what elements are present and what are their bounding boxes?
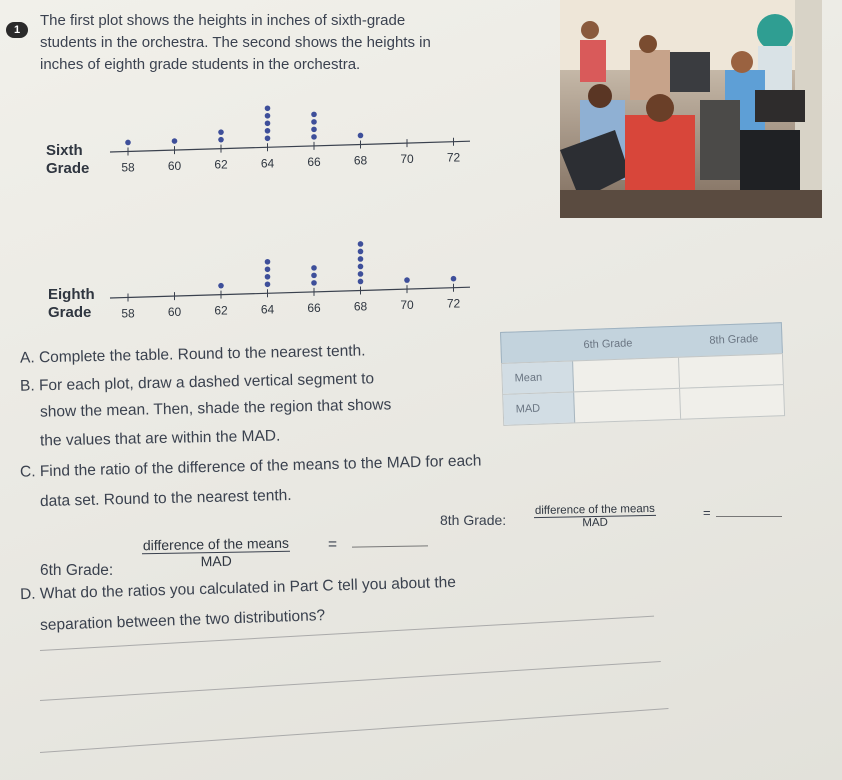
data-dot <box>218 129 224 135</box>
data-dot <box>265 120 271 126</box>
problem-number-badge: 1 <box>6 22 28 38</box>
tick-label: 68 <box>353 153 368 168</box>
tick-label: 58 <box>121 160 135 175</box>
answer-line[interactable] <box>40 708 669 753</box>
data-dot <box>311 127 317 133</box>
part-b-line: show the mean. Then, shade the region that shows <box>39 396 392 421</box>
data-dot <box>125 140 131 146</box>
data-dot <box>311 273 317 279</box>
table-row-label: Mean <box>514 371 543 385</box>
data-dot <box>404 277 410 283</box>
data-dot <box>265 105 271 111</box>
plot-label-line: Grade <box>46 160 90 177</box>
sixth-grade-label <box>46 142 89 178</box>
data-dot <box>218 283 224 289</box>
table-col-8th: 8th Grade <box>709 332 759 347</box>
answer-line[interactable] <box>40 661 661 701</box>
tick-label: 66 <box>307 154 321 169</box>
data-dot <box>358 264 364 270</box>
table-row-label: MAD <box>515 402 541 416</box>
tick-label: 64 <box>260 156 275 171</box>
data-dot <box>265 113 271 119</box>
eighth-grade-label <box>48 286 95 322</box>
data-dot <box>311 119 317 125</box>
tick-label: 70 <box>400 152 414 167</box>
data-dot <box>311 134 317 140</box>
data-dot <box>311 280 317 286</box>
data-dot <box>311 112 317 118</box>
equals-sign: = <box>703 505 711 520</box>
data-dot <box>358 249 364 255</box>
sixth-grade-ratio-answer[interactable] <box>352 545 428 547</box>
intro-line: students in the orchestra. The second shows the heights in <box>40 34 431 51</box>
tick-label: 60 <box>167 159 182 174</box>
data-dot <box>358 133 364 139</box>
part-b-line: the values that are within the MAD. <box>39 427 281 450</box>
tick-label: 70 <box>400 298 414 313</box>
table-col-6th: 6th Grade <box>583 337 633 352</box>
mean-mad-table <box>500 322 783 424</box>
plot-label-line: Grade <box>48 304 92 321</box>
data-dot <box>358 241 364 247</box>
fraction-numerator: difference of the means <box>142 534 290 554</box>
fraction-numerator: difference of the means <box>534 502 655 518</box>
tick-label: 66 <box>307 300 321 315</box>
fraction-denominator: MAD <box>200 552 232 570</box>
data-dot <box>265 128 271 134</box>
data-dot <box>358 271 364 277</box>
mad-6th-cell[interactable] <box>575 389 681 423</box>
tick-label: 60 <box>167 305 182 320</box>
plot-label-line: Sixth <box>46 142 83 159</box>
orchestra-photo <box>560 0 822 218</box>
tick-label: 62 <box>214 157 228 172</box>
part-d-line: D. What do the ratios you calculated in Part C tell you about the <box>19 573 457 604</box>
tick-label: 68 <box>353 299 368 314</box>
eighth-grade-ratio-fraction <box>534 503 656 530</box>
tick-label: 64 <box>260 302 275 317</box>
fraction-denominator: MAD <box>582 516 608 530</box>
data-dot <box>172 138 178 144</box>
part-b-line: B. For each plot, draw a dashed vertical segment to <box>19 370 375 395</box>
data-dot <box>358 279 364 285</box>
mean-6th-cell[interactable] <box>574 358 680 392</box>
number-line <box>110 141 470 152</box>
tick-label: 72 <box>446 296 461 311</box>
data-dot <box>265 266 271 272</box>
sixth-grade-dot-plot <box>110 90 480 190</box>
tick-label: 62 <box>214 303 228 318</box>
data-dot <box>265 259 271 265</box>
sixth-grade-ratio-label: 6th Grade: <box>40 562 114 579</box>
plot-label-line: Eighth <box>48 286 95 303</box>
sixth-grade-ratio-fraction <box>142 535 291 571</box>
equals-sign: = <box>328 536 338 553</box>
intro-line: inches of eighth grade students in the orchestra. <box>40 56 361 73</box>
data-dot <box>265 135 271 141</box>
problem-intro <box>40 10 510 76</box>
intro-line: The first plot shows the heights in inches of sixth-grade <box>40 12 406 29</box>
data-dot <box>265 274 271 280</box>
eighth-grade-ratio-answer[interactable] <box>716 516 782 517</box>
data-dot <box>218 137 224 143</box>
part-d-line: separation between the two distributions? <box>39 607 326 634</box>
eighth-grade-dot-plot <box>110 220 480 320</box>
number-line <box>110 287 470 298</box>
eighth-grade-ratio-label: 8th Grade: <box>440 512 507 528</box>
part-c-line: data set. Round to the nearest tenth. <box>39 486 292 511</box>
part-a-text: A. Complete the table. Round to the nearest tenth. <box>19 342 366 367</box>
data-dot <box>451 276 457 282</box>
data-dot <box>311 265 317 271</box>
data-dot <box>265 281 271 287</box>
data-dot <box>358 256 364 262</box>
tick-label: 72 <box>446 150 461 165</box>
part-c-line: C. Find the ratio of the difference of the means to the MAD for each <box>19 452 482 481</box>
tick-label: 58 <box>121 306 135 321</box>
